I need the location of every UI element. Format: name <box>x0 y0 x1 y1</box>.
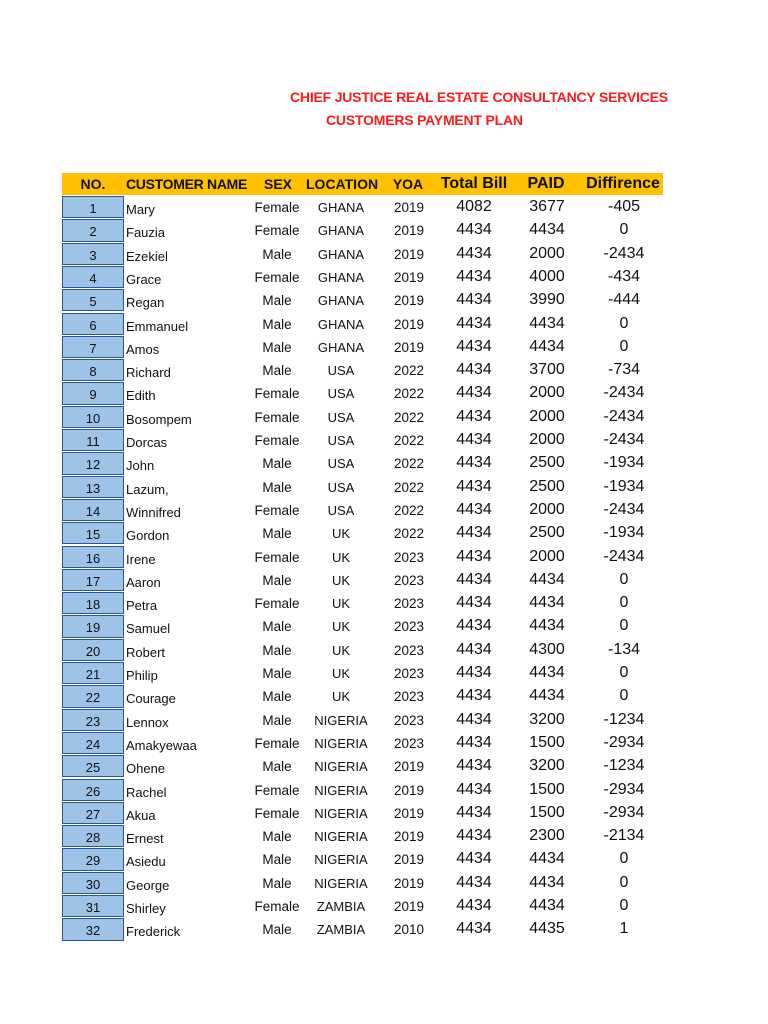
yoa-cell: 2022 <box>393 456 425 472</box>
paid-cell: 4435 <box>529 920 565 938</box>
document-subtitle: CUSTOMERS PAYMENT PLAN <box>326 112 523 128</box>
location-cell: NIGERIA <box>314 805 368 821</box>
location-cell: ZAMBIA <box>316 899 366 914</box>
row-number: 19 <box>62 615 124 637</box>
row-number: 9 <box>62 382 124 404</box>
table-row <box>0 872 768 895</box>
customer-name-cell: Emmanuel <box>126 318 189 334</box>
customer-name-cell: Lazum, <box>126 481 169 497</box>
document-title: CHIEF JUSTICE REAL ESTATE CONSULTANCY SERVICES <box>290 89 668 105</box>
location-cell: USA <box>327 409 355 425</box>
row-number: 1 <box>62 196 124 218</box>
difference-cell: 0 <box>619 664 629 681</box>
customer-name-cell: Philip <box>126 668 158 683</box>
row-number: 30 <box>62 872 124 894</box>
table-row <box>0 266 768 289</box>
sex-cell: Female <box>254 782 300 798</box>
customer-name-cell: Edith <box>126 388 156 404</box>
difference-cell: -1934 <box>603 454 645 472</box>
difference-cell: -1234 <box>603 757 645 775</box>
total-bill-cell: 4434 <box>456 431 492 448</box>
customer-name-cell: Ohene <box>126 761 166 777</box>
table-row <box>0 196 768 219</box>
customer-name-cell: Regan <box>126 295 165 311</box>
paid-cell: 2000 <box>529 431 565 448</box>
total-bill-cell: 4434 <box>456 477 492 495</box>
table-row <box>0 476 768 499</box>
header-no: NO. <box>80 176 106 192</box>
yoa-cell: 2019 <box>393 339 425 355</box>
location-cell: NIGERIA <box>314 829 368 845</box>
yoa-cell: 2019 <box>393 899 425 914</box>
yoa-cell: 2019 <box>393 759 425 775</box>
sex-cell: Female <box>254 899 300 914</box>
paid-cell: 4434 <box>529 687 565 705</box>
sex-cell: Male <box>262 689 292 705</box>
table-row <box>0 452 768 475</box>
customer-name-cell: Ezekiel <box>126 248 168 264</box>
row-number: 24 <box>62 732 124 754</box>
total-bill-cell: 4434 <box>456 617 492 635</box>
table-row <box>0 732 768 755</box>
sex-cell: Male <box>262 852 292 868</box>
customer-name-cell: Dorcas <box>126 435 168 450</box>
location-cell: NIGERIA <box>314 735 368 751</box>
paid-cell: 4434 <box>529 617 565 635</box>
customer-name-cell: Irene <box>126 551 156 567</box>
location-cell: UK <box>331 549 351 565</box>
paid-cell: 3677 <box>529 198 565 215</box>
difference-cell: 0 <box>619 897 629 914</box>
table-row <box>0 895 768 918</box>
table-row <box>0 499 768 522</box>
sex-cell: Female <box>254 269 300 285</box>
difference-cell: -2434 <box>603 244 645 262</box>
table-row <box>0 779 768 802</box>
sex-cell: Male <box>262 316 292 332</box>
paid-cell: 4434 <box>529 594 565 612</box>
yoa-cell: 2022 <box>393 386 425 402</box>
customer-name-cell: Frederick <box>126 924 181 940</box>
yoa-cell: 2022 <box>393 479 425 495</box>
total-bill-cell: 4434 <box>456 920 492 938</box>
sex-cell: Male <box>262 875 292 891</box>
yoa-cell: 2022 <box>393 433 425 448</box>
total-bill-cell: 4434 <box>456 361 492 379</box>
row-number: 20 <box>62 639 124 661</box>
location-cell: UK <box>331 526 351 542</box>
sex-cell: Male <box>262 572 292 588</box>
table-row <box>0 522 768 545</box>
yoa-cell: 2022 <box>393 409 425 425</box>
yoa-cell: 2022 <box>393 526 425 542</box>
yoa-cell: 2023 <box>393 549 425 565</box>
difference-cell: 1 <box>619 920 629 938</box>
sex-cell: Male <box>262 829 292 845</box>
table-row <box>0 825 768 848</box>
customer-name-cell: Richard <box>126 365 171 381</box>
row-number: 28 <box>62 825 124 847</box>
total-bill-cell: 4434 <box>456 314 492 332</box>
table-row <box>0 592 768 615</box>
difference-cell: -2434 <box>603 407 645 425</box>
paid-cell: 1500 <box>529 780 565 798</box>
row-number: 10 <box>62 406 124 428</box>
difference-cell: -1934 <box>603 477 645 495</box>
table-row <box>0 382 768 405</box>
customer-name-cell: Gordon <box>126 528 170 544</box>
table-row <box>0 755 768 778</box>
row-number: 27 <box>62 802 124 824</box>
row-number: 4 <box>62 266 124 288</box>
difference-cell: 0 <box>619 687 629 705</box>
row-number: 31 <box>62 895 124 917</box>
row-number: 32 <box>62 918 124 940</box>
yoa-cell: 2019 <box>393 805 425 821</box>
difference-cell: 0 <box>619 570 629 588</box>
row-number: 12 <box>62 452 124 474</box>
yoa-cell: 2022 <box>393 502 425 518</box>
location-cell: USA <box>327 433 355 448</box>
location-cell: NIGERIA <box>314 875 368 891</box>
total-bill-cell: 4434 <box>456 897 492 914</box>
paid-cell: 4434 <box>529 314 565 332</box>
total-bill-cell: 4434 <box>456 570 492 588</box>
yoa-cell: 2019 <box>393 852 425 868</box>
yoa-cell: 2019 <box>393 782 425 798</box>
sex-cell: Male <box>262 246 292 262</box>
location-cell: UK <box>331 642 351 658</box>
location-cell: UK <box>331 666 351 681</box>
difference-cell: 0 <box>619 873 629 891</box>
header-yoa: YOA <box>392 176 424 192</box>
sex-cell: Female <box>254 433 300 448</box>
location-cell: USA <box>327 386 355 402</box>
paid-cell: 4434 <box>529 873 565 891</box>
total-bill-cell: 4434 <box>456 594 492 612</box>
total-bill-cell: 4434 <box>456 757 492 775</box>
yoa-cell: 2019 <box>393 875 425 891</box>
sex-cell: Female <box>254 223 300 239</box>
table-row <box>0 336 768 359</box>
sex-cell: Female <box>254 386 300 402</box>
location-cell: NIGERIA <box>314 852 368 868</box>
table-row <box>0 546 768 569</box>
row-number: 21 <box>62 662 124 684</box>
location-cell: USA <box>327 456 355 472</box>
total-bill-cell: 4434 <box>456 850 492 868</box>
table-row <box>0 918 768 941</box>
total-bill-cell: 4434 <box>456 687 492 705</box>
paid-cell: 2000 <box>529 407 565 425</box>
paid-cell: 2000 <box>529 547 565 565</box>
sex-cell: Female <box>254 549 300 565</box>
yoa-cell: 2019 <box>393 293 425 309</box>
total-bill-cell: 4434 <box>456 454 492 472</box>
customer-name-cell: Robert <box>126 644 166 660</box>
yoa-cell: 2023 <box>393 666 425 681</box>
customer-name-cell: Bosompem <box>126 411 192 427</box>
location-cell: ZAMBIA <box>316 922 366 938</box>
paid-cell: 2500 <box>529 477 565 495</box>
paid-cell: 4434 <box>529 337 565 355</box>
difference-cell: -2434 <box>603 500 645 518</box>
table-row <box>0 709 768 732</box>
header-total-bill: Total Bill <box>440 175 508 192</box>
table-row <box>0 429 768 452</box>
location-cell: UK <box>331 619 351 635</box>
customer-name-cell: Winnifred <box>126 504 181 520</box>
customer-name-cell: Samuel <box>126 621 171 637</box>
paid-cell: 4434 <box>529 664 565 681</box>
sex-cell: Male <box>262 526 292 542</box>
sex-cell: Female <box>254 200 300 215</box>
location-cell: UK <box>331 572 351 588</box>
sex-cell: Female <box>254 502 300 518</box>
row-number: 17 <box>62 569 124 591</box>
location-cell: USA <box>327 363 355 379</box>
total-bill-cell: 4434 <box>456 873 492 891</box>
row-number: 14 <box>62 499 124 521</box>
location-cell: USA <box>327 502 355 518</box>
customer-name-cell: George <box>126 877 170 893</box>
total-bill-cell: 4434 <box>456 291 492 309</box>
total-bill-cell: 4082 <box>456 198 492 215</box>
header-sex: SEX <box>263 176 292 192</box>
total-bill-cell: 4434 <box>456 407 492 425</box>
sex-cell: Female <box>254 596 300 612</box>
customer-name-cell: Shirley <box>126 901 166 916</box>
customer-name-cell: Mary <box>126 202 155 217</box>
row-number: 18 <box>62 592 124 614</box>
difference-cell: -2134 <box>603 827 645 845</box>
location-cell: UK <box>331 596 351 612</box>
location-cell: GHANA <box>317 316 365 332</box>
paid-cell: 4300 <box>529 640 565 658</box>
difference-cell: -2934 <box>603 803 645 821</box>
yoa-cell: 2023 <box>393 689 425 705</box>
customer-name-cell: Asiedu <box>126 854 166 870</box>
difference-cell: -134 <box>607 640 641 658</box>
customer-name-cell: Akua <box>126 807 156 823</box>
customer-name-cell: Ernest <box>126 831 164 847</box>
sex-cell: Male <box>262 479 292 495</box>
yoa-cell: 2019 <box>393 316 425 332</box>
paid-cell: 4434 <box>529 221 565 239</box>
total-bill-cell: 4434 <box>456 267 492 285</box>
difference-cell: 0 <box>619 850 629 868</box>
row-number: 7 <box>62 336 124 358</box>
paid-cell: 4434 <box>529 570 565 588</box>
customer-name-cell: Amakyewaa <box>126 737 197 753</box>
row-number: 5 <box>62 289 124 311</box>
total-bill-cell: 4434 <box>456 640 492 658</box>
sex-cell: Male <box>262 619 292 635</box>
yoa-cell: 2019 <box>393 829 425 845</box>
sex-cell: Female <box>254 409 300 425</box>
total-bill-cell: 4434 <box>456 780 492 798</box>
paid-cell: 2000 <box>529 384 565 402</box>
paid-cell: 1500 <box>529 733 565 751</box>
total-bill-cell: 4434 <box>456 547 492 565</box>
difference-cell: 0 <box>619 617 629 635</box>
difference-cell: -1234 <box>603 710 645 728</box>
customer-name-cell: Petra <box>126 598 158 614</box>
yoa-cell: 2023 <box>393 596 425 612</box>
row-number: 16 <box>62 546 124 568</box>
location-cell: GHANA <box>317 339 365 355</box>
total-bill-cell: 4434 <box>456 337 492 355</box>
table-row <box>0 802 768 825</box>
total-bill-cell: 4434 <box>456 803 492 821</box>
total-bill-cell: 4434 <box>456 384 492 402</box>
row-number: 3 <box>62 243 124 265</box>
yoa-cell: 2023 <box>393 619 425 635</box>
difference-cell: 0 <box>619 337 629 355</box>
paid-cell: 3200 <box>529 710 565 728</box>
customer-name-cell: Lennox <box>126 714 169 730</box>
total-bill-cell: 4434 <box>456 664 492 681</box>
difference-cell: -2934 <box>603 733 645 751</box>
total-bill-cell: 4434 <box>456 244 492 262</box>
customer-name-cell: John <box>126 458 155 474</box>
yoa-cell: 2019 <box>393 200 425 215</box>
yoa-cell: 2023 <box>393 712 425 728</box>
paid-cell: 2300 <box>529 827 565 845</box>
paid-cell: 3990 <box>529 291 565 309</box>
location-cell: GHANA <box>317 293 365 309</box>
yoa-cell: 2019 <box>393 269 425 285</box>
table-row <box>0 289 768 312</box>
table-row <box>0 219 768 242</box>
table-header <box>62 173 663 195</box>
paid-cell: 2000 <box>529 500 565 518</box>
paid-cell: 4434 <box>529 897 565 914</box>
customer-name-cell: Grace <box>126 271 162 287</box>
sex-cell: Female <box>254 805 300 821</box>
row-number: 23 <box>62 709 124 731</box>
difference-cell: -734 <box>607 361 641 379</box>
paid-cell: 1500 <box>529 803 565 821</box>
table-row <box>0 615 768 638</box>
location-cell: GHANA <box>317 246 365 262</box>
table-row <box>0 359 768 382</box>
difference-cell: -1934 <box>603 524 645 542</box>
table-row <box>0 313 768 336</box>
total-bill-cell: 4434 <box>456 221 492 239</box>
header-location: LOCATION <box>306 176 379 192</box>
location-cell: GHANA <box>317 223 365 239</box>
sex-cell: Male <box>262 642 292 658</box>
sex-cell: Male <box>262 293 292 309</box>
header-paid: PAID <box>527 175 565 192</box>
location-cell: GHANA <box>317 269 365 285</box>
sex-cell: Male <box>262 339 292 355</box>
table-row <box>0 639 768 662</box>
table-row <box>0 662 768 685</box>
row-number: 25 <box>62 755 124 777</box>
yoa-cell: 2023 <box>393 572 425 588</box>
table-row <box>0 406 768 429</box>
total-bill-cell: 4434 <box>456 733 492 751</box>
table-row <box>0 243 768 266</box>
difference-cell: -2434 <box>603 547 645 565</box>
sex-cell: Male <box>262 363 292 379</box>
difference-cell: -2934 <box>603 780 645 798</box>
difference-cell: 0 <box>619 221 629 239</box>
row-number: 6 <box>62 313 124 335</box>
difference-cell: 0 <box>619 314 629 332</box>
location-cell: USA <box>327 479 355 495</box>
row-number: 13 <box>62 476 124 498</box>
paid-cell: 3200 <box>529 757 565 775</box>
total-bill-cell: 4434 <box>456 524 492 542</box>
row-number: 11 <box>62 429 124 451</box>
yoa-cell: 2022 <box>393 363 425 379</box>
paid-cell: 2500 <box>529 524 565 542</box>
paid-cell: 2000 <box>529 244 565 262</box>
yoa-cell: 2023 <box>393 642 425 658</box>
location-cell: UK <box>331 689 351 705</box>
row-number: 26 <box>62 779 124 801</box>
location-cell: GHANA <box>317 200 365 215</box>
paid-cell: 3700 <box>529 361 565 379</box>
location-cell: NIGERIA <box>314 782 368 798</box>
difference-cell: -405 <box>607 198 641 215</box>
yoa-cell: 2023 <box>393 735 425 751</box>
difference-cell: -434 <box>607 267 641 285</box>
table-row <box>0 685 768 708</box>
total-bill-cell: 4434 <box>456 710 492 728</box>
sex-cell: Male <box>262 456 292 472</box>
sex-cell: Male <box>262 759 292 775</box>
total-bill-cell: 4434 <box>456 827 492 845</box>
customer-name-cell: Fauzia <box>126 225 166 241</box>
paid-cell: 4000 <box>529 267 565 285</box>
yoa-cell: 2019 <box>393 223 425 239</box>
row-number: 2 <box>62 219 124 241</box>
header-difference: Diffirence <box>586 175 660 192</box>
sex-cell: Male <box>262 922 292 938</box>
customer-name-cell: Aaron <box>126 574 161 590</box>
paid-cell: 2500 <box>529 454 565 472</box>
paid-cell: 4434 <box>529 850 565 868</box>
header-customer-name: CUSTOMER NAME <box>126 176 248 192</box>
yoa-cell: 2010 <box>393 922 425 938</box>
sex-cell: Male <box>262 712 292 728</box>
table-row <box>0 569 768 592</box>
difference-cell: -2434 <box>603 431 645 448</box>
total-bill-cell: 4434 <box>456 500 492 518</box>
row-number: 15 <box>62 522 124 544</box>
row-number: 29 <box>62 848 124 870</box>
customer-name-cell: Courage <box>126 691 176 707</box>
difference-cell: 0 <box>619 594 629 612</box>
difference-cell: -444 <box>607 291 641 309</box>
difference-cell: -2434 <box>603 384 645 402</box>
customer-name-cell: Amos <box>126 341 160 357</box>
location-cell: NIGERIA <box>314 712 368 728</box>
row-number: 8 <box>62 359 124 381</box>
location-cell: NIGERIA <box>314 759 368 775</box>
row-number: 22 <box>62 685 124 707</box>
sex-cell: Female <box>254 735 300 751</box>
sex-cell: Male <box>262 666 292 681</box>
customer-name-cell: Rachel <box>126 784 167 800</box>
yoa-cell: 2019 <box>393 246 425 262</box>
table-row <box>0 848 768 871</box>
